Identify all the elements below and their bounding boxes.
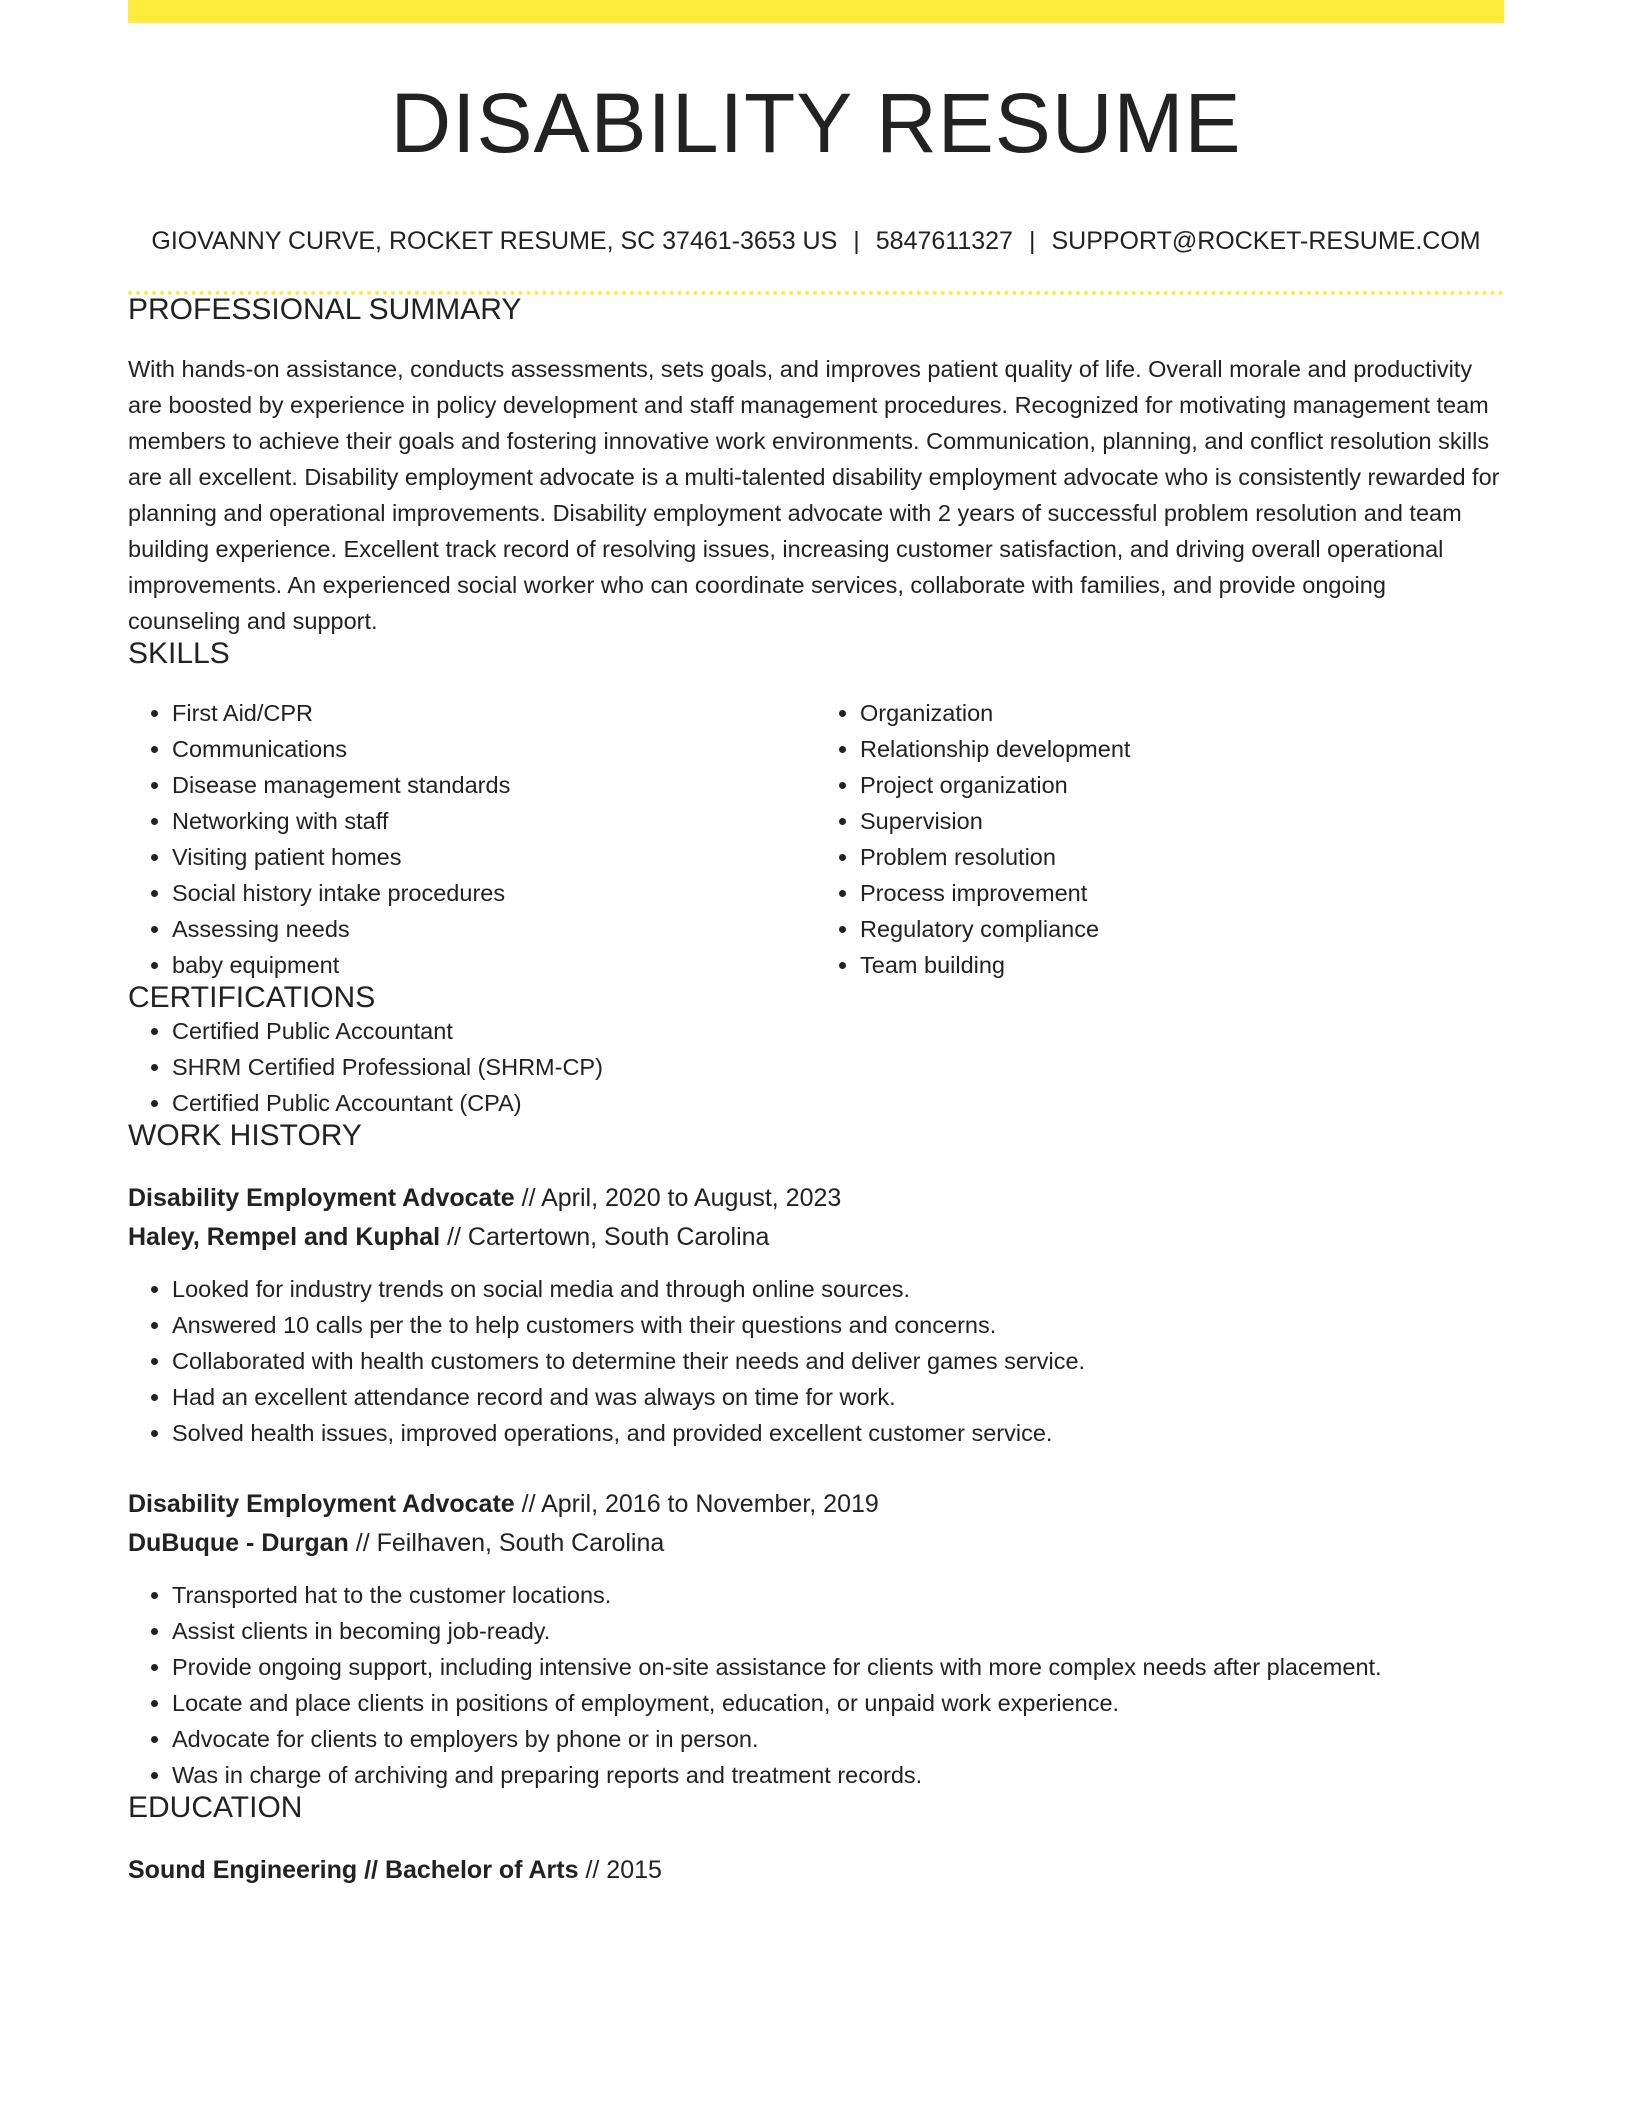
job-bullets	[128, 1271, 1504, 1451]
job-bullet: • Locate and place clients in positions of employment, education, or unpaid work experience.	[172, 1685, 1504, 1721]
resume-page	[128, 0, 1504, 1890]
skill-item: • Project organization	[860, 767, 1504, 803]
contact-phone: 5847611327	[875, 227, 1013, 255]
certification-item: • SHRM Certified Professional (SHRM-CP)	[172, 1049, 1504, 1085]
skill-item: • Organization	[860, 695, 1504, 731]
skill-item: • First Aid/CPR	[172, 695, 816, 731]
job-company-line	[128, 1524, 1504, 1563]
job-bullet: • Was in charge of archiving and preparing reports and treatment records.	[172, 1757, 1504, 1793]
contact-separator: |	[1028, 227, 1036, 255]
job-bullet: • Transported hat to the customer locations.	[172, 1577, 1504, 1613]
skill-item: • Visiting patient homes	[172, 839, 816, 875]
resume-title: DISABILITY RESUME	[390, 76, 1242, 170]
job-bullet: • Collaborated with health customers to determine their needs and deliver games service.	[172, 1343, 1504, 1379]
summary-heading: PROFESSIONAL SUMMARY	[128, 293, 522, 326]
job-location: // Feilhaven, South Carolina	[348, 1529, 665, 1557]
summary-text: With hands-on assistance, conducts assessments, sets goals, and improves patient quality of life. Overall morale and productivity are boosted by experience in policy development and staff management procedures. Recognized for motivating management team members to achieve their goals and fostering innovative work environments. Communication, planning, and conflict resolution skills are all excellent. Disability employment advocate is a multi-talented disability employment advocate who is consistently rewarded for planning and operational improvements. Disability employment advocate with 2 years of successful problem resolution and team building experience. Excellent track record of resolving issues, increasing customer satisfaction, and driving overall operational improvements. An experienced social worker who can coordinate services, collaborate with families, and provide ongoing counseling and support.	[128, 356, 1500, 634]
skill-item: • Disease management standards	[172, 767, 816, 803]
job-title-line	[128, 1179, 1504, 1218]
job-location: // Cartertown, South Carolina	[440, 1223, 770, 1251]
education-entry	[128, 1851, 1504, 1890]
job-bullet: • Solved health issues, improved operations, and provided excellent customer service.	[172, 1415, 1504, 1451]
education-heading: EDUCATION	[128, 1791, 303, 1824]
skills-columns	[128, 695, 1504, 983]
skill-item: • Networking with staff	[172, 803, 816, 839]
skills-left-list	[128, 695, 816, 983]
skill-item: • Problem resolution	[860, 839, 1504, 875]
contact-address: GIOVANNY CURVE, ROCKET RESUME, SC 37461-3653 US	[151, 227, 838, 255]
job-bullet: • Provide ongoing support, including intensive on-site assistance for clients with more complex needs after placement.	[172, 1649, 1504, 1685]
certification-item: • Certified Public Accountant (CPA)	[172, 1085, 1504, 1121]
skill-item: • Relationship development	[860, 731, 1504, 767]
job-company-line	[128, 1218, 1504, 1257]
accent-top-bar	[128, 0, 1504, 23]
skill-item: • Regulatory compliance	[860, 911, 1504, 947]
job-dates: // April, 2020 to August, 2023	[514, 1184, 842, 1212]
skills-right-list	[816, 695, 1504, 983]
work-history-heading: WORK HISTORY	[128, 1119, 362, 1152]
job-company: DuBuque - Durgan	[128, 1529, 349, 1557]
skill-item: • Communications	[172, 731, 816, 767]
job-title: Disability Employment Advocate	[128, 1490, 515, 1518]
contact-line	[128, 229, 1504, 254]
education-year: // 2015	[578, 1856, 662, 1884]
job-title: Disability Employment Advocate	[128, 1184, 515, 1212]
certifications-heading: CERTIFICATIONS	[128, 981, 376, 1014]
education-degree: Sound Engineering // Bachelor of Arts	[128, 1856, 579, 1884]
skill-item: • baby equipment	[172, 947, 816, 983]
job-bullet: • Assist clients in becoming job-ready.	[172, 1613, 1504, 1649]
job-bullet: • Looked for industry trends on social media and through online sources.	[172, 1271, 1504, 1307]
skill-item: • Social history intake procedures	[172, 875, 816, 911]
skills-heading: SKILLS	[128, 637, 230, 670]
job-company: Haley, Rempel and Kuphal	[128, 1223, 441, 1251]
job-bullets	[128, 1577, 1504, 1793]
job-bullet: • Had an excellent attendance record and was always on time for work.	[172, 1379, 1504, 1415]
job-dates: // April, 2016 to November, 2019	[514, 1490, 879, 1518]
job-title-line	[128, 1485, 1504, 1524]
contact-email: SUPPORT@ROCKET-RESUME.COM	[1051, 227, 1481, 255]
certifications-list	[128, 1013, 1504, 1121]
job-bullet: • Answered 10 calls per the to help customers with their questions and concerns.	[172, 1307, 1504, 1343]
skill-item: • Process improvement	[860, 875, 1504, 911]
certification-item: • Certified Public Accountant	[172, 1013, 1504, 1049]
job-entry	[128, 1485, 1504, 1793]
contact-separator: |	[853, 227, 860, 255]
job-entry	[128, 1179, 1504, 1451]
job-bullet: • Advocate for clients to employers by phone or in person.	[172, 1721, 1504, 1757]
skill-item: • Supervision	[860, 803, 1504, 839]
skill-item: • Team building	[860, 947, 1504, 983]
skill-item: • Assessing needs	[172, 911, 816, 947]
